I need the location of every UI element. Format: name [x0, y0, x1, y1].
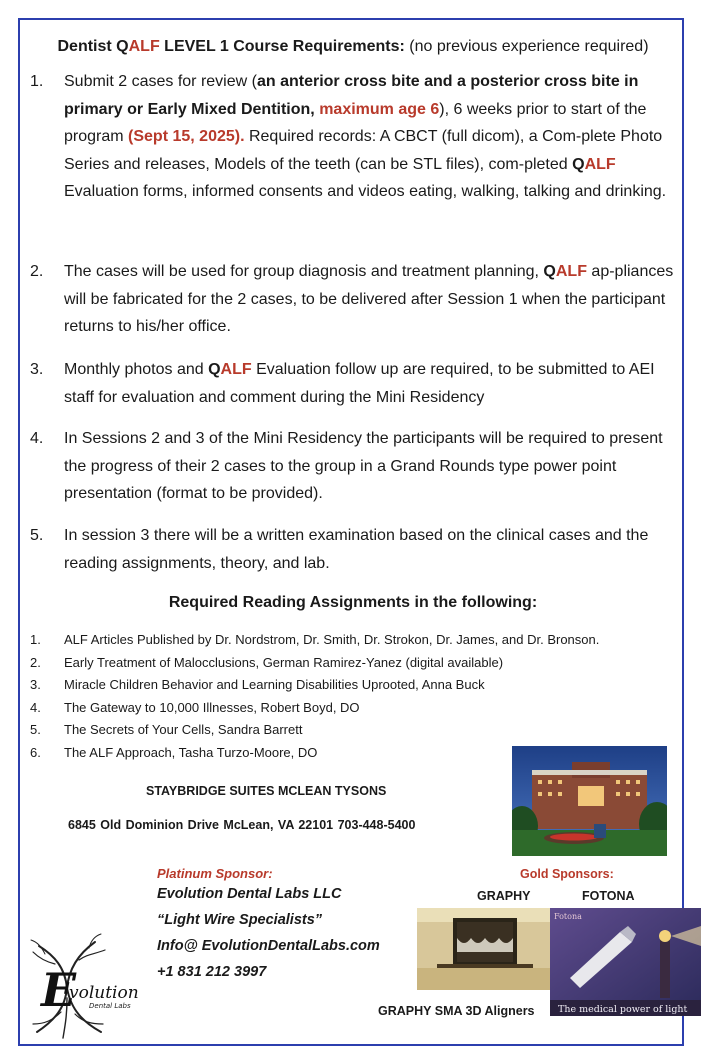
requirement-text: In Sessions 2 and 3 of the Mini Residency the participants will be required to present the progress of their 2 cases to the group in a Grand Rounds type power point presentation (format to be provided). — [64, 430, 663, 502]
requirement-5 — [30, 522, 680, 577]
platinum-sponsor-tagline: “Light Wire Specialists” — [157, 912, 323, 928]
hotel-photo — [512, 746, 667, 856]
requirement-text: In session 3 there will be a written examination based on the clinical cases and the reading assignments, theory, and lab. — [64, 527, 649, 572]
reading-item: 1. ALF Articles Published by Dr. Nordstrom, Dr. Smith, Dr. Strokon, Dr. James, and Dr. Bronson. — [30, 632, 600, 647]
evolution-tree-logo — [25, 928, 155, 1040]
svg-text:E: E — [41, 963, 77, 1017]
platinum-sponsor-label: Platinum Sponsor: — [157, 866, 273, 881]
requirement-3 — [30, 356, 680, 411]
gold-sponsors-label: Gold Sponsors: — [520, 867, 614, 881]
requirement-number: 5. — [30, 527, 44, 544]
platinum-sponsor-name: Evolution Dental Labs LLC — [157, 886, 342, 902]
reading-item: 5. The Secrets of Your Cells, Sandra Barrett — [30, 722, 303, 737]
requirement-number: 2. — [30, 263, 44, 280]
reading-item: 3. Miracle Children Behavior and Learning Disabilities Uprooted, Anna Buck — [30, 677, 485, 692]
page-frame — [18, 18, 688, 1046]
reading-item: 6. The ALF Approach, Tasha Turzo-Moore, DO — [30, 744, 318, 760]
requirement-text: Monthly photos and QALF Evaluation follow up are required, to be submitted to AEI staff for evaluation and comment during the Mini Residency — [64, 361, 655, 406]
graphy-label: GRAPHY — [477, 889, 531, 903]
reading-item: 4. The Gateway to 10,000 Illnesses, Robert Boyd, DO — [30, 699, 360, 715]
fotona-laser-photo — [550, 908, 701, 1016]
platinum-sponsor-phone: +1 831 212 3997 — [157, 964, 267, 980]
requirement-text: Submit 2 cases for review (an anterior cross bite and a posterior cross bite in primary or Early Mixed Dentition, maximum age 6), 6 weeks prior to start of the program (Sept 15, 2025). Required records: A CBCT (full dicom), a Com-plete Photo Series and releases, Models of the teeth (can be STL files), com-pleted QALF Evaluation forms, informed consents and videos eating, walking, talking and drinking. — [64, 73, 667, 200]
requirement-4 — [30, 425, 680, 508]
venue-name: STAYBRIDGE SUITES MCLEAN TYSONS — [146, 784, 387, 798]
fotona-tagline: The medical power of light — [558, 1004, 688, 1015]
reading-item: 2. Early Treatment of Malocclusions, German Ramirez-Yanez (digital available) — [30, 654, 504, 670]
requirement-number: 1. — [30, 73, 44, 90]
fotona-brand: Fotona — [554, 912, 582, 921]
requirement-1 — [30, 68, 680, 206]
requirement-text: The cases will be used for group diagnosis and treatment planning, QALF ap-pliances will be fabricated for the 2 cases, to be delivered after Session 1 when the participant returns to his/her office. — [64, 263, 674, 335]
logo-subtitle: Dental Labs — [89, 1002, 131, 1010]
requirement-number: 4. — [30, 430, 44, 447]
graphy-caption: GRAPHY SMA 3D Aligners — [378, 1004, 535, 1018]
venue-address: 6845 Old Dominion Drive McLean, VA 22101 703-448-5400 — [68, 818, 416, 832]
reading-title: Required Reading Assignments in the following: — [168, 594, 538, 611]
graphy-aligner-photo — [417, 908, 552, 990]
requirement-number: 3. — [30, 361, 44, 378]
requirement-2 — [30, 258, 680, 341]
logo-wordmark: volution — [69, 983, 139, 1003]
reading-list — [30, 629, 599, 764]
fotona-label: FOTONA — [582, 889, 635, 903]
page-title: Dentist QALF LEVEL 1 Course Requirements: (no previous experience required) — [57, 38, 649, 55]
platinum-sponsor-email: Info@ EvolutionDentalLabs.com — [157, 938, 380, 954]
